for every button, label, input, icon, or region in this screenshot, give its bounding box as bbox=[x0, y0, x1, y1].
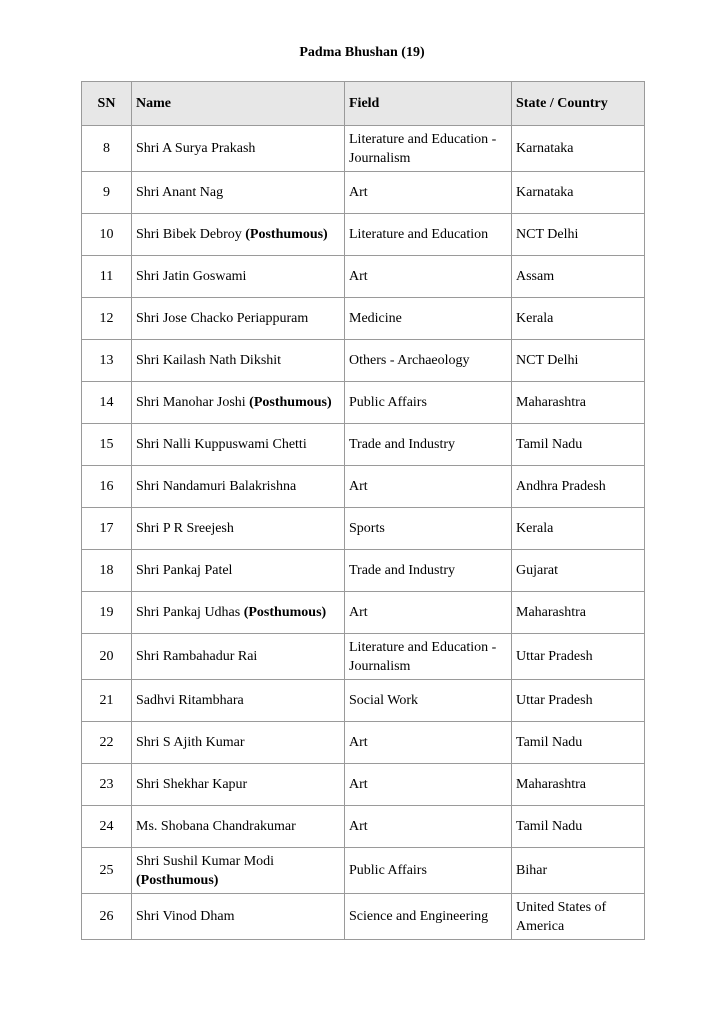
cell-state: Tamil Nadu bbox=[512, 424, 645, 466]
cell-name bbox=[132, 680, 345, 722]
table-row bbox=[82, 382, 645, 424]
cell-state: Uttar Pradesh bbox=[512, 634, 645, 680]
cell-state: Kerala bbox=[512, 298, 645, 340]
cell-state: Tamil Nadu bbox=[512, 722, 645, 764]
cell-field: Art bbox=[345, 722, 512, 764]
table-row bbox=[82, 508, 645, 550]
column-header-state: State / Country bbox=[512, 82, 645, 126]
awardee-name: Shri Pankaj Udhas bbox=[136, 605, 241, 620]
cell-state: Assam bbox=[512, 256, 645, 298]
cell-name bbox=[132, 298, 345, 340]
cell-name bbox=[132, 340, 345, 382]
awardee-name: Shri P R Sreejesh bbox=[136, 521, 234, 536]
cell-field: Art bbox=[345, 172, 512, 214]
awardee-name: Shri Shekhar Kapur bbox=[136, 777, 248, 792]
awardee-name: Shri Kailash Nath Dikshit bbox=[136, 353, 282, 368]
cell-name bbox=[132, 592, 345, 634]
cell-sn: 26 bbox=[82, 894, 132, 940]
cell-sn: 22 bbox=[82, 722, 132, 764]
awardee-name: Shri Nandamuri Balakrishna bbox=[136, 479, 297, 494]
cell-name bbox=[132, 126, 345, 172]
cell-name bbox=[132, 722, 345, 764]
cell-sn: 13 bbox=[82, 340, 132, 382]
cell-sn: 25 bbox=[82, 848, 132, 894]
cell-field: Art bbox=[345, 806, 512, 848]
cell-sn: 19 bbox=[82, 592, 132, 634]
awardee-name: Ms. Shobana Chandrakumar bbox=[136, 819, 296, 834]
cell-state: Kerala bbox=[512, 508, 645, 550]
table-row bbox=[82, 340, 645, 382]
cell-field: Medicine bbox=[345, 298, 512, 340]
table-row bbox=[82, 680, 645, 722]
cell-field: Social Work bbox=[345, 680, 512, 722]
table-header-row bbox=[82, 82, 645, 126]
cell-name bbox=[132, 848, 345, 894]
cell-state: Tamil Nadu bbox=[512, 806, 645, 848]
cell-field: Art bbox=[345, 764, 512, 806]
cell-sn: 16 bbox=[82, 466, 132, 508]
cell-sn: 9 bbox=[82, 172, 132, 214]
table-row bbox=[82, 256, 645, 298]
cell-state: Gujarat bbox=[512, 550, 645, 592]
cell-name bbox=[132, 214, 345, 256]
cell-state: Andhra Pradesh bbox=[512, 466, 645, 508]
table-row bbox=[82, 634, 645, 680]
awardees-table bbox=[81, 81, 645, 940]
cell-state: Bihar bbox=[512, 848, 645, 894]
awardee-name: Shri Sushil Kumar Modi bbox=[136, 853, 275, 869]
cell-state: Karnataka bbox=[512, 126, 645, 172]
cell-sn: 15 bbox=[82, 424, 132, 466]
cell-state: NCT Delhi bbox=[512, 214, 645, 256]
cell-state: NCT Delhi bbox=[512, 340, 645, 382]
table-row bbox=[82, 424, 645, 466]
cell-name bbox=[132, 424, 345, 466]
table-row bbox=[82, 214, 645, 256]
cell-field: Trade and Industry bbox=[345, 424, 512, 466]
cell-field: Literature and Education - Journalism bbox=[345, 126, 512, 172]
cell-name bbox=[132, 466, 345, 508]
cell-name bbox=[132, 806, 345, 848]
awardee-name: Shri Jatin Goswami bbox=[136, 269, 247, 284]
cell-name bbox=[132, 894, 345, 940]
cell-sn: 8 bbox=[82, 126, 132, 172]
table-row bbox=[82, 848, 645, 894]
cell-field: Art bbox=[345, 466, 512, 508]
table-row bbox=[82, 126, 645, 172]
table-row bbox=[82, 550, 645, 592]
awardee-name: Shri Bibek Debroy bbox=[136, 227, 242, 242]
cell-sn: 23 bbox=[82, 764, 132, 806]
cell-field: Public Affairs bbox=[345, 848, 512, 894]
cell-sn: 20 bbox=[82, 634, 132, 680]
cell-sn: 11 bbox=[82, 256, 132, 298]
cell-sn: 18 bbox=[82, 550, 132, 592]
column-header-sn: SN bbox=[82, 82, 132, 126]
awardee-name: Sadhvi Ritambhara bbox=[136, 693, 244, 708]
posthumous-note: (Posthumous) bbox=[136, 872, 219, 888]
cell-field: Art bbox=[345, 256, 512, 298]
cell-name bbox=[132, 256, 345, 298]
awardee-name: Shri A Surya Prakash bbox=[136, 141, 256, 156]
posthumous-note: (Posthumous) bbox=[243, 605, 327, 620]
column-header-field: Field bbox=[345, 82, 512, 126]
awardee-name: Shri Manohar Joshi bbox=[136, 395, 246, 410]
table-row bbox=[82, 298, 645, 340]
awardee-name: Shri Rambahadur Rai bbox=[136, 649, 258, 664]
cell-state: United States of America bbox=[512, 894, 645, 940]
awardee-name: Shri Jose Chacko Periappuram bbox=[136, 311, 309, 326]
cell-sn: 24 bbox=[82, 806, 132, 848]
cell-state: Maharashtra bbox=[512, 764, 645, 806]
cell-sn: 12 bbox=[82, 298, 132, 340]
cell-field: Art bbox=[345, 592, 512, 634]
page-title: Padma Bhushan (19) bbox=[299, 45, 425, 60]
table-row bbox=[82, 894, 645, 940]
cell-sn: 21 bbox=[82, 680, 132, 722]
cell-sn: 10 bbox=[82, 214, 132, 256]
cell-name bbox=[132, 172, 345, 214]
table-row bbox=[82, 722, 645, 764]
table-row bbox=[82, 172, 645, 214]
cell-name bbox=[132, 508, 345, 550]
table-body bbox=[82, 126, 645, 940]
cell-state: Karnataka bbox=[512, 172, 645, 214]
cell-name bbox=[132, 550, 345, 592]
cell-field: Sports bbox=[345, 508, 512, 550]
cell-name bbox=[132, 764, 345, 806]
cell-state: Maharashtra bbox=[512, 382, 645, 424]
awardee-name: Shri Pankaj Patel bbox=[136, 563, 233, 578]
posthumous-note: (Posthumous) bbox=[245, 227, 328, 242]
column-header-name: Name bbox=[132, 82, 345, 126]
awardee-name: Shri Vinod Dham bbox=[136, 909, 235, 924]
awardee-name: Shri S Ajith Kumar bbox=[136, 735, 245, 750]
cell-field: Science and Engineering bbox=[345, 894, 512, 940]
cell-field: Literature and Education - Journalism bbox=[345, 634, 512, 680]
cell-field: Trade and Industry bbox=[345, 550, 512, 592]
cell-field: Public Affairs bbox=[345, 382, 512, 424]
table-row bbox=[82, 466, 645, 508]
cell-sn: 14 bbox=[82, 382, 132, 424]
table-row bbox=[82, 592, 645, 634]
cell-state: Maharashtra bbox=[512, 592, 645, 634]
cell-name bbox=[132, 634, 345, 680]
awardee-name: Shri Anant Nag bbox=[136, 185, 224, 200]
table-row bbox=[82, 806, 645, 848]
table-row bbox=[82, 764, 645, 806]
cell-sn: 17 bbox=[82, 508, 132, 550]
awardee-name: Shri Nalli Kuppuswami Chetti bbox=[136, 437, 307, 452]
cell-name bbox=[132, 382, 345, 424]
cell-field: Others - Archaeology bbox=[345, 340, 512, 382]
cell-field: Literature and Education bbox=[345, 214, 512, 256]
posthumous-note: (Posthumous) bbox=[249, 395, 332, 410]
cell-state: Uttar Pradesh bbox=[512, 680, 645, 722]
